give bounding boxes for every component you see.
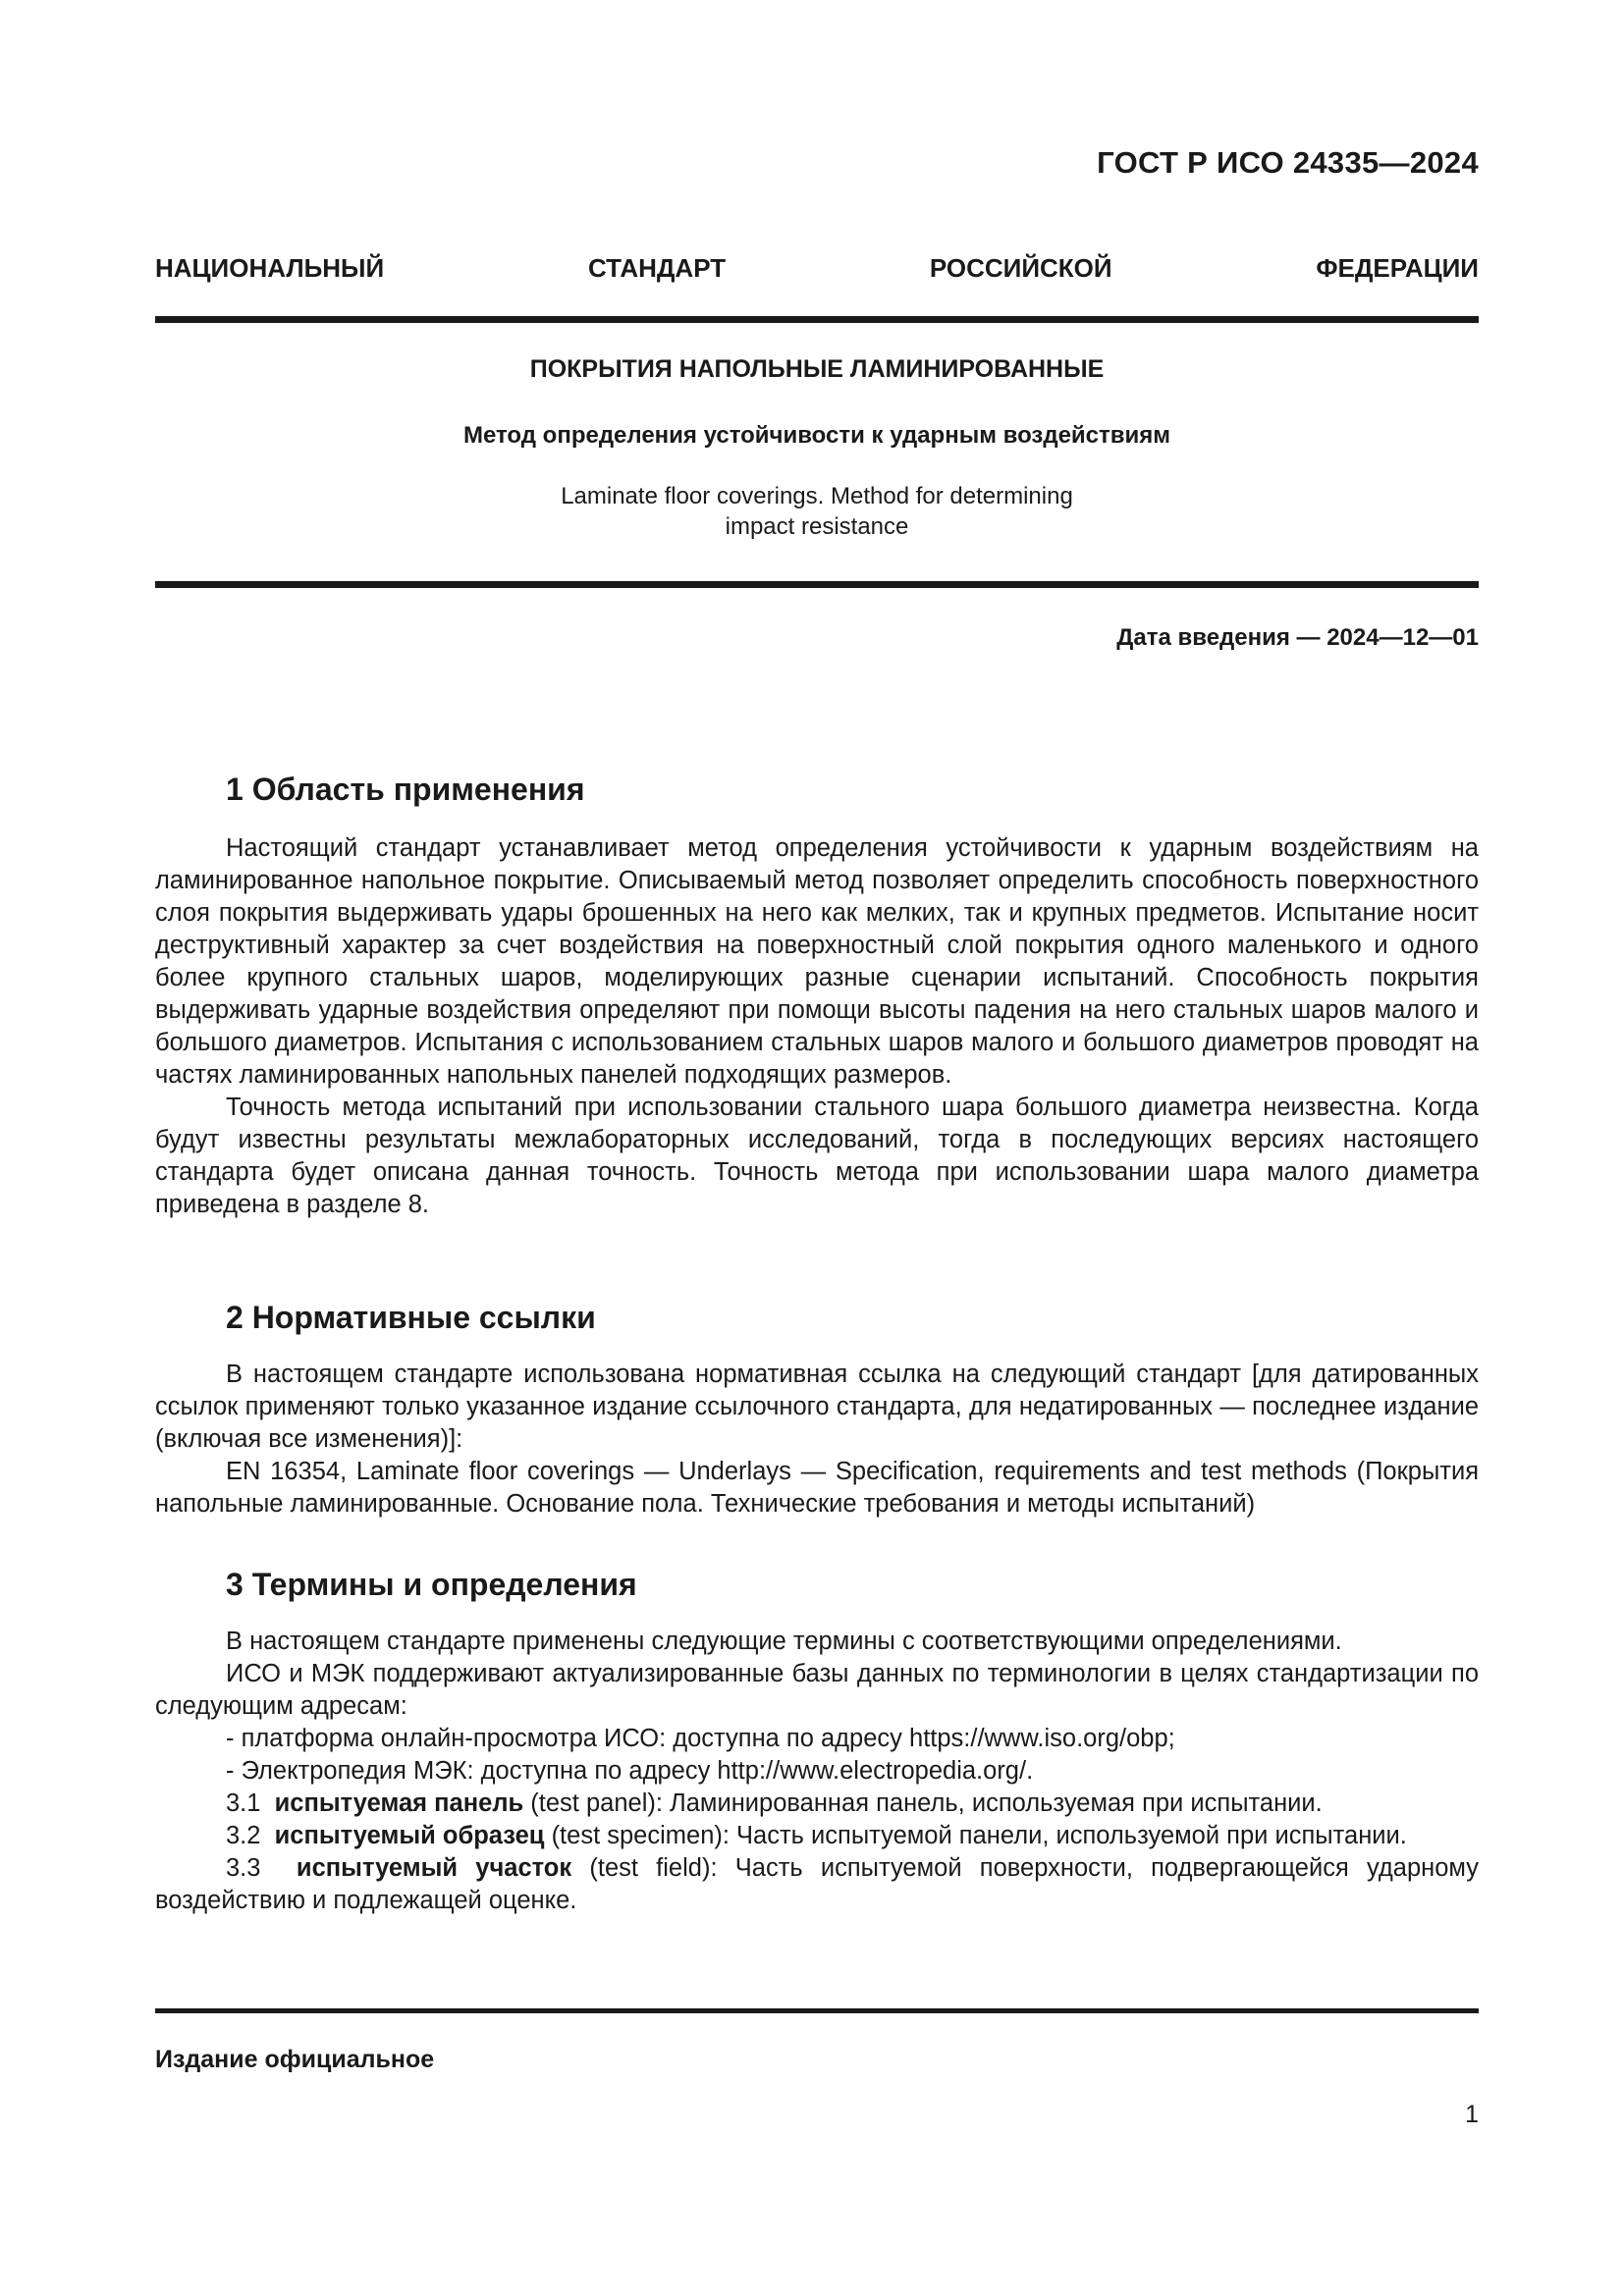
page-number: 1 [1465, 2101, 1479, 2128]
list-item: - платформа онлайн-просмотра ИСО: доступна по адресу https://www.iso.org/obp; [226, 1725, 1175, 1752]
paragraph: Настоящий стандарт устанавливает метод определения устойчивости к ударным воздействиям на ламинированное напольное покрытие. Описываемый метод позволяет определить способность поверхностного слоя покрытия выдерживать удары брошенных на него как мелких, так и крупных предметов. Испытание носит деструктивный характер за счет воздействия на поверхностный слой покрытия одного маленького и одного более крупного стальных шаров, моделирующих разные сценарии испытаний. Способность покрытия выдерживать ударные воздействия определяют при помощи высоты падения на него стальных шаров малого и большого диаметров. Испытания с использованием стальных шаров малого и большого диаметров проводят на частях ламинированных напольных панелей подходящих размеров. [155, 834, 1479, 1089]
document-subtitle: Метод определения устойчивости к ударным воздействиям [462, 422, 1171, 449]
section-1-body [155, 832, 1479, 1221]
introduction-date: Дата введения — 2024—12—01 [1116, 624, 1479, 651]
banner-word: ФЕДЕРАЦИИ [1316, 253, 1479, 283]
term-definition: (test specimen): Часть испытуемой панели, используемой при испытании. [544, 1822, 1407, 1849]
term-name: испытуемая панель [274, 1789, 524, 1817]
term-number: 3.2 [226, 1822, 261, 1849]
paragraph: В настоящем стандарте применены следующие термины с соответствующими определениями. [226, 1628, 1342, 1655]
term-entry [155, 1788, 1479, 1820]
standard-code: ГОСТ Р ИСО 24335—2024 [1097, 145, 1479, 180]
national-standard-banner [155, 253, 1479, 284]
term-entry [155, 1820, 1479, 1852]
section-heading: 2 Нормативные ссылки [226, 1300, 596, 1335]
document-title: ПОКРЫТИЯ НАПОЛЬНЫЕ ЛАМИНИРОВАННЫЕ [529, 355, 1105, 383]
paragraph: EN 16354, Laminate floor coverings — Underlays — Specification, requirements and test methods (Покрытия напольные ламинированные. Основание пола. Технические требования и методы испытаний) [155, 1458, 1479, 1518]
term-definition: (test field): Часть испытуемой поверхности, подвергающейся ударному воздействию и подлежащей оценке. [155, 1854, 1479, 1914]
english-title-line: impact resistance [725, 513, 909, 540]
footer-rule [155, 2008, 1479, 2013]
term-definition: (test panel): Ламинированная панель, используемая при испытании. [523, 1789, 1323, 1817]
banner-word: РОССИЙСКОЙ [929, 253, 1112, 283]
term-number: 3.3 [226, 1854, 261, 1882]
section-heading: 1 Область применения [226, 772, 585, 807]
paragraph: В настоящем стандарте использована нормативная ссылка на следующий стандарт [для датированных ссылок применяют только указанное издание ссылочного стандарта, для недатированных — последнее издание (включая все изменения)]: [155, 1361, 1479, 1453]
list-item: - Электропедия МЭК: доступна по адресу http://www.electropedia.org/. [226, 1757, 1034, 1785]
english-title-line: Laminate floor coverings. Method for determining [561, 483, 1073, 509]
paragraph: Точность метода испытаний при использовании стального шара большого диаметра неизвестна. Когда будут известны результаты межлабораторных исследований, тогда в последующих версиях настоящего стандарта будет описана данная точность. Точность метода при использовании шара малого диаметра приведена в разделе 8. [155, 1094, 1479, 1218]
term-name: испытуемый образец [274, 1822, 545, 1849]
section-3-body [155, 1626, 1479, 1917]
banner-word: СТАНДАРТ [587, 253, 727, 283]
term-number: 3.1 [226, 1789, 261, 1817]
section-heading: 3 Термины и определения [226, 1567, 637, 1602]
term-entry [155, 1852, 1479, 1917]
official-edition-label: Издание официальное [155, 2046, 435, 2073]
english-title [155, 481, 1479, 542]
banner-word: НАЦИОНАЛЬНЫЙ [155, 253, 385, 283]
title-rule [155, 581, 1479, 588]
paragraph: ИСО и МЭК поддерживают актуализированные базы данных по терминологии в целях стандартизации по следующим адресам: [155, 1660, 1479, 1720]
section-2-body [155, 1359, 1479, 1521]
term-name: испытуемый участок [296, 1854, 572, 1882]
top-rule [155, 316, 1479, 323]
